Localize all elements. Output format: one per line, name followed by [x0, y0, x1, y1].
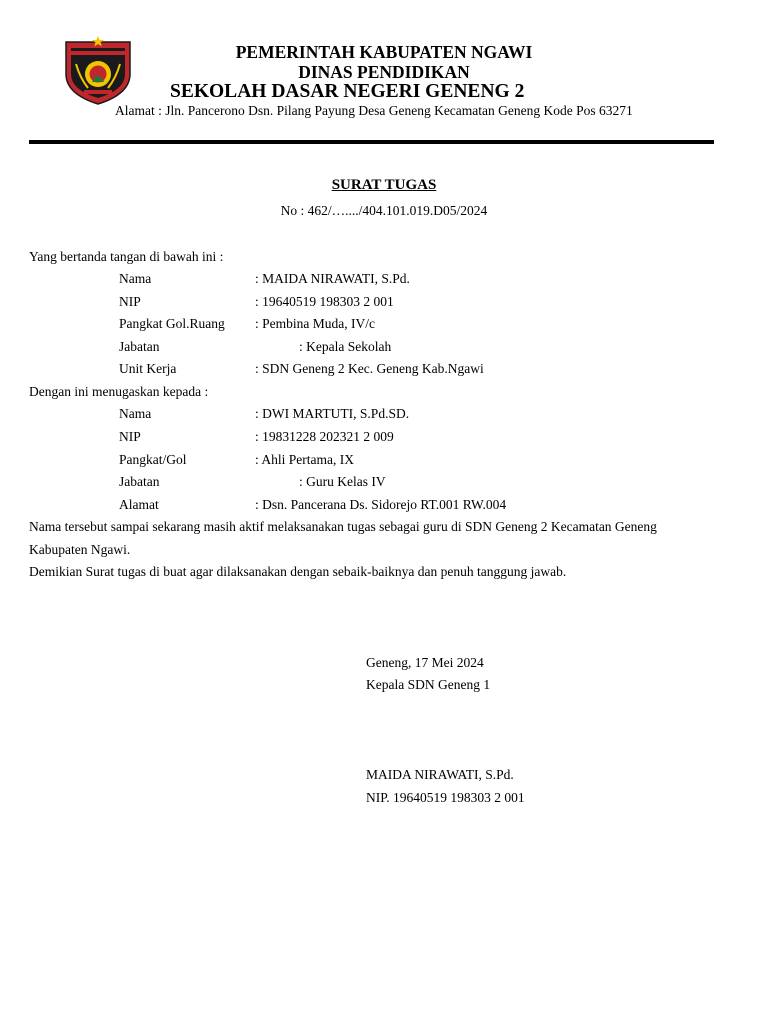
- assignee-intro: Dengan ini menugaskan kepada :: [29, 384, 209, 399]
- signature-place-date: Geneng, 17 Mei 2024: [366, 655, 484, 670]
- signer-name-label: Nama: [119, 271, 152, 286]
- header-department: DINAS PENDIDIKAN: [298, 62, 470, 82]
- document-number: No : 462/…..../404.101.019.D05/2024: [280, 203, 488, 218]
- body-paragraph-2: Demikian Surat tugas di buat agar dilaksanakan dengan sebaik-baiknya dan penuh tanggung jawab.: [29, 564, 567, 579]
- signer-unit-value: : SDN Geneng 2 Kec. Geneng Kab.Ngawi: [255, 361, 484, 376]
- signature-name: MAIDA NIRAWATI, S.Pd.: [366, 767, 514, 782]
- signature-position: Kepala SDN Geneng 1: [366, 677, 491, 692]
- assignee-nip-value: : 19831228 202321 2 009: [255, 429, 394, 444]
- signer-rank-value: : Pembina Muda, IV/c: [255, 316, 375, 331]
- signer-intro: Yang bertanda tangan di bawah ini :: [29, 249, 224, 264]
- body-paragraph-1-line-2: Kabupaten Ngawi.: [29, 542, 131, 557]
- body-paragraph-1-line-1: Nama tersebut sampai sekarang masih aktif melaksanakan tugas sebagai guru di SDN Geneng 2 Kecamatan Geneng: [29, 519, 657, 534]
- assignee-position-label: Jabatan: [119, 474, 160, 489]
- header-government: PEMERINTAH KABUPATEN NGAWI: [235, 42, 533, 62]
- assignee-position-value: : Guru Kelas IV: [299, 474, 386, 489]
- assignee-address-value: : Dsn. Pancerana Ds. Sidorejo RT.001 RW.004: [255, 497, 507, 512]
- header-school-name: SEKOLAH DASAR NEGERI GENENG 2: [170, 81, 525, 102]
- header-divider: [29, 140, 714, 144]
- signer-position-value: : Kepala Sekolah: [299, 339, 392, 354]
- document-title: SURAT TUGAS: [331, 177, 437, 193]
- signer-unit-label: Unit Kerja: [119, 361, 177, 376]
- assignee-rank-label: Pangkat/Gol: [119, 452, 187, 467]
- assignee-rank-value: : Ahli Pertama, IX: [255, 452, 354, 467]
- signer-nip-label: NIP: [119, 294, 141, 309]
- signer-position-label: Jabatan: [119, 339, 160, 354]
- assignee-nip-label: NIP: [119, 429, 141, 444]
- assignee-address-label: Alamat: [119, 497, 159, 512]
- signer-nip-value: : 19640519 198303 2 001: [255, 294, 394, 309]
- signature-nip: NIP. 19640519 198303 2 001: [366, 790, 525, 805]
- signer-rank-label: Pangkat Gol.Ruang: [119, 316, 225, 331]
- assignee-name-label: Nama: [119, 406, 152, 421]
- assignee-name-value: : DWI MARTUTI, S.Pd.SD.: [255, 406, 410, 421]
- header-address: Alamat : Jln. Pancerono Dsn. Pilang Payung Desa Geneng Kecamatan Geneng Kode Pos 63271: [115, 103, 633, 118]
- signer-name-value: : MAIDA NIRAWATI, S.Pd.: [255, 271, 410, 286]
